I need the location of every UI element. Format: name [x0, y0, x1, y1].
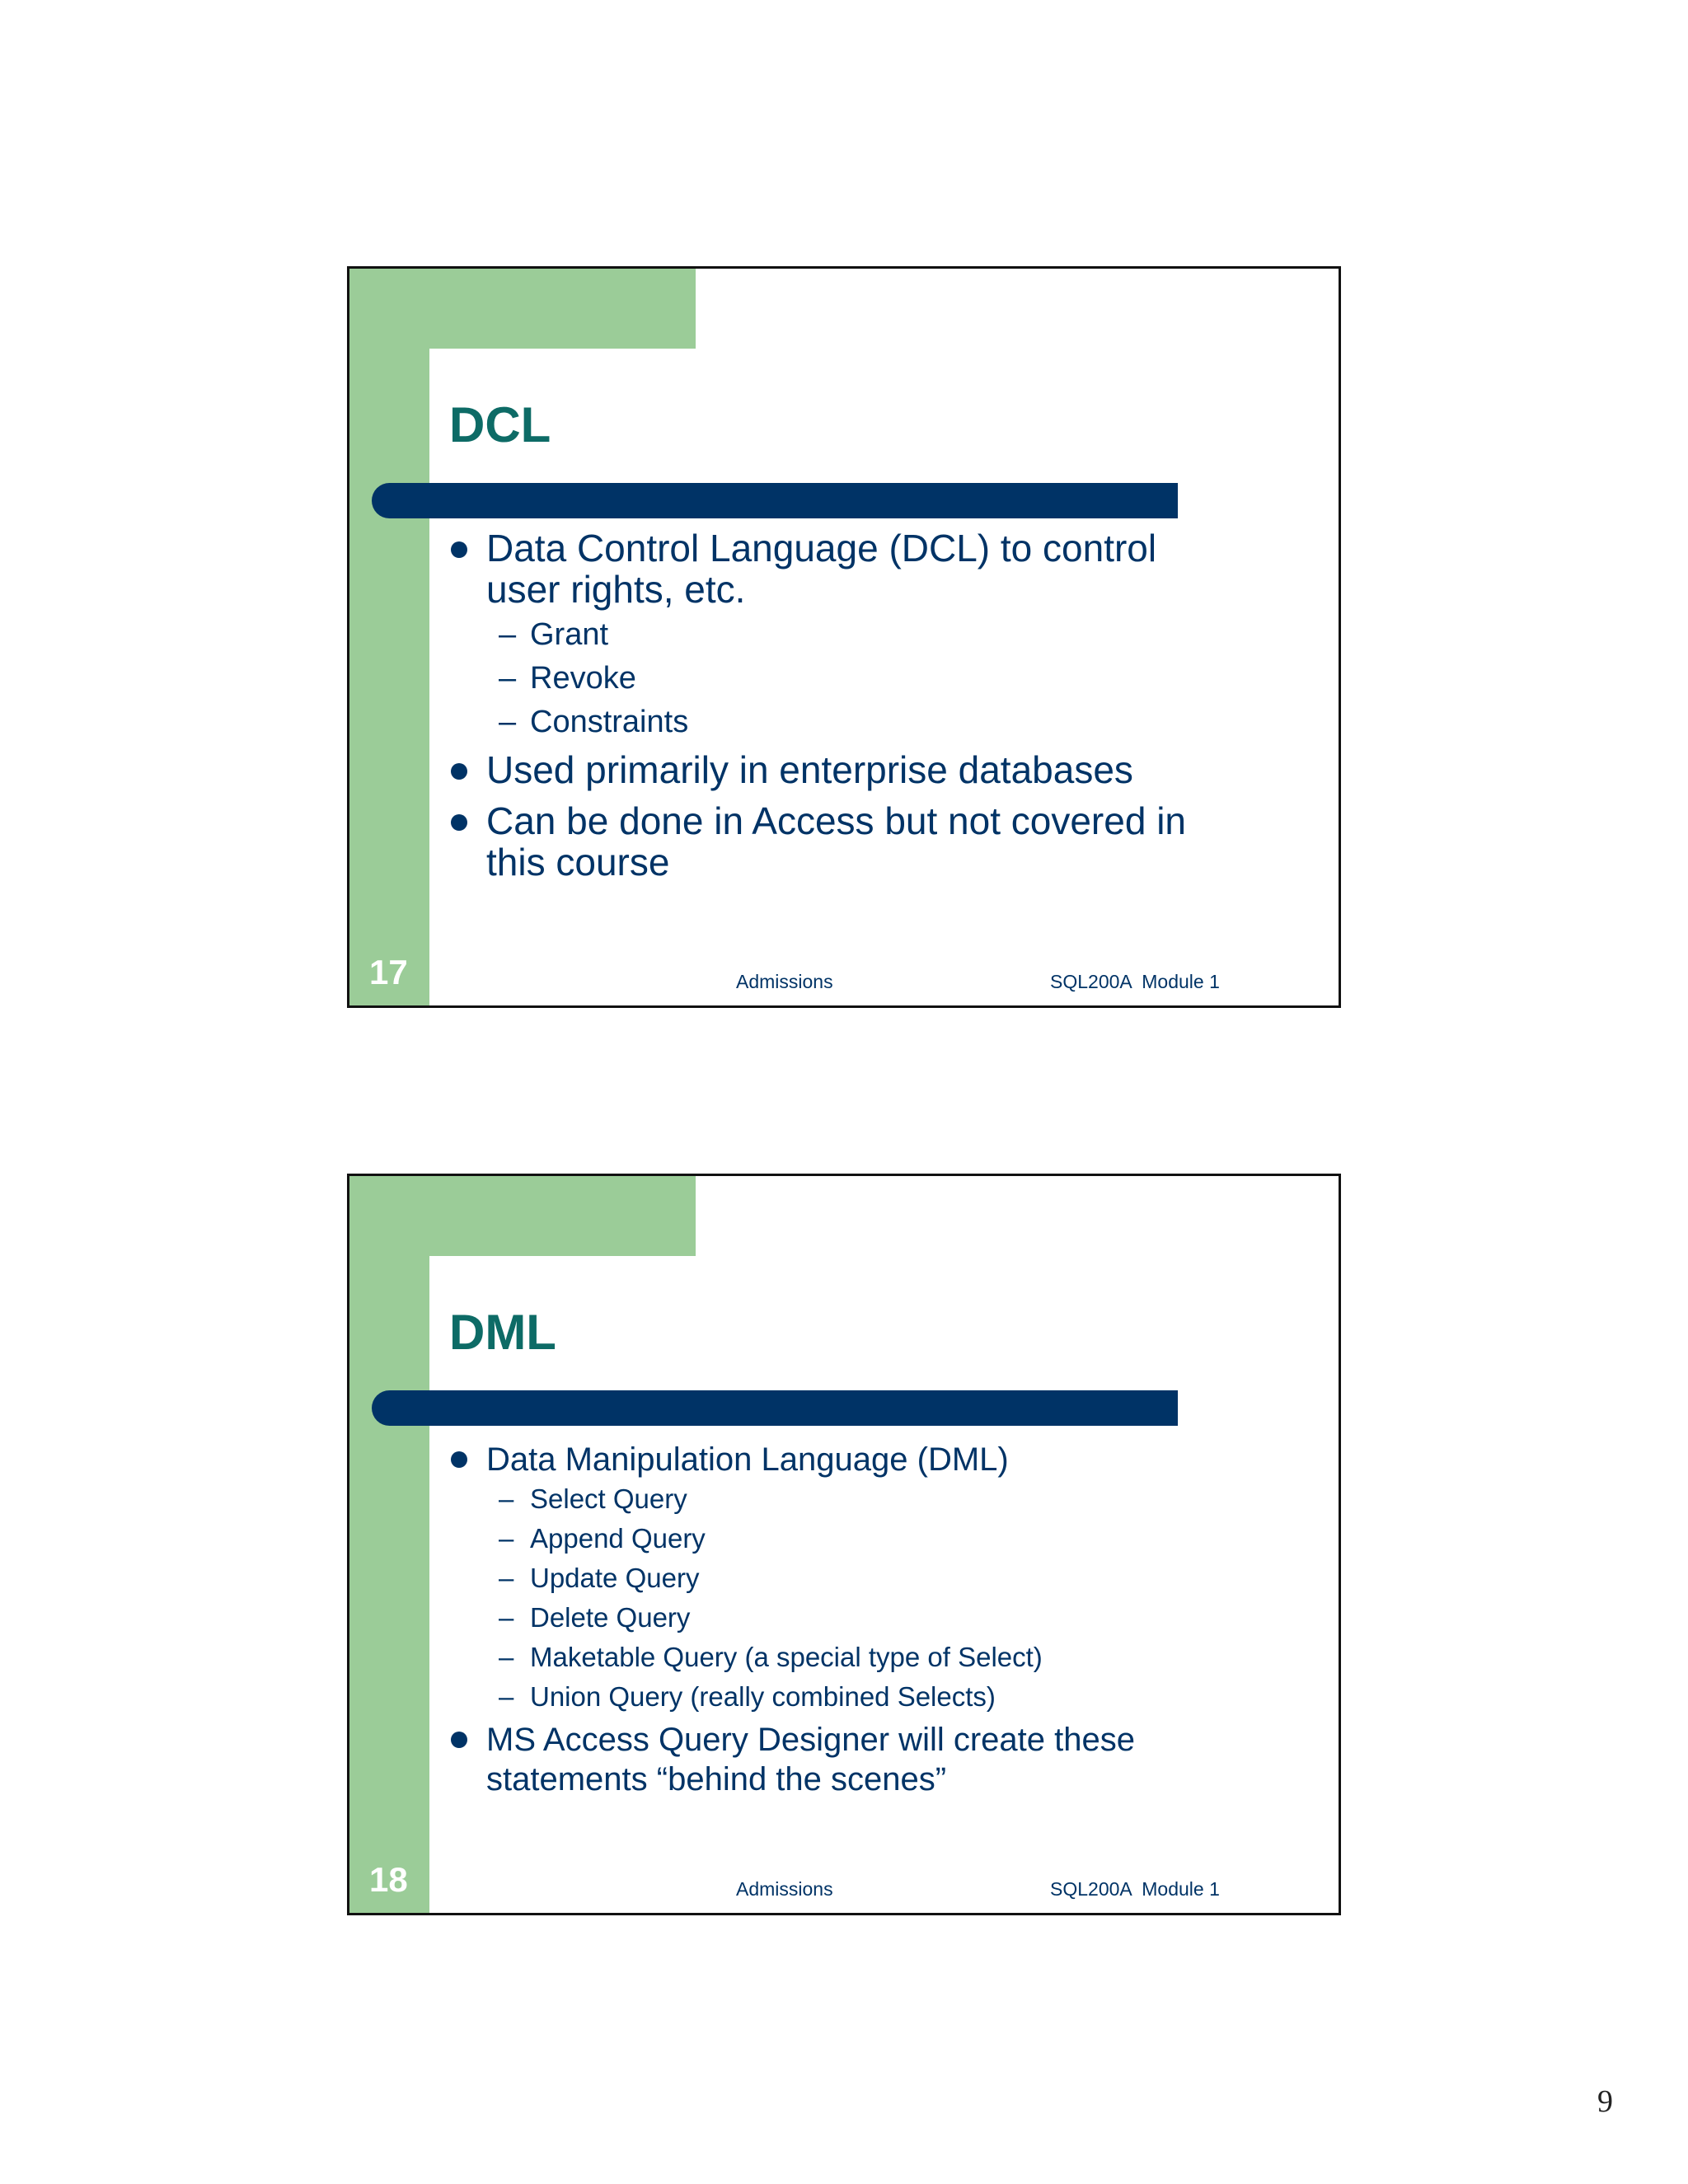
sub-bullet-item [449, 1598, 1273, 1638]
slide-content [449, 1433, 1273, 1799]
footer-right-text: SQL200A Module 1 [1050, 1878, 1220, 1900]
bullet-item: Data Control Language (DCL) to control user rights, etc. [449, 527, 1228, 610]
title-underline-bar [372, 483, 1178, 518]
slide-content [449, 526, 1273, 883]
footer-center-text: Admissions [736, 1878, 833, 1900]
sub-bullet-text: Select Query [530, 1483, 687, 1514]
dash-marker: – [499, 1642, 514, 1672]
sub-bullet-text: Union Query (really combined Selects) [530, 1681, 996, 1712]
sub-bullet-item [449, 1677, 1273, 1717]
slide-accent-top [349, 269, 696, 349]
slide-17 [347, 266, 1341, 1008]
dash-marker: – [499, 1681, 514, 1712]
slide-accent-sidebar [349, 1176, 429, 1913]
bullet-item: Data Manipulation Language (DML) [449, 1440, 1273, 1479]
sub-bullet-text: Delete Query [530, 1602, 691, 1633]
dash-marker: – [499, 1602, 514, 1633]
sub-bullet-item [449, 1519, 1273, 1558]
slide-title: DML [449, 1305, 556, 1360]
sub-bullet-text: Revoke [530, 661, 636, 696]
dash-marker: – [499, 617, 517, 652]
slide-accent-top [349, 1176, 696, 1256]
sub-bullet-text: Append Query [530, 1523, 706, 1554]
sub-bullet-item [449, 701, 1273, 744]
footer-center-text: Admissions [736, 971, 833, 992]
bullet-item: MS Access Query Designer will create these statements “behind the scenes” [449, 1720, 1195, 1799]
dash-marker: – [499, 1483, 514, 1514]
sub-bullet-text: Constraints [530, 705, 689, 739]
sub-bullet-item [449, 1558, 1273, 1598]
dash-marker: – [499, 1523, 514, 1554]
sub-bullet-item [449, 1638, 1273, 1677]
slide-number: 18 [369, 1860, 408, 1899]
bullet-item: Can be done in Access but not covered in this course [449, 800, 1228, 883]
slide-number: 17 [369, 953, 408, 991]
sub-bullet-text: Update Query [530, 1563, 700, 1593]
slide-18 [347, 1174, 1341, 1915]
footer-right-text: SQL200A Module 1 [1050, 971, 1220, 992]
sub-bullet-item [449, 613, 1273, 657]
title-underline-bar [372, 1390, 1178, 1426]
sub-bullet-text: Grant [530, 617, 609, 652]
slide-accent-sidebar [349, 269, 429, 1005]
dash-marker: – [499, 1563, 514, 1593]
bullet-item: Used primarily in enterprise databases [449, 749, 1273, 790]
sub-bullet-item [449, 1479, 1273, 1519]
sub-bullet-text: Maketable Query (a special type of Select) [530, 1642, 1043, 1672]
slide-title: DCL [449, 397, 551, 452]
page-number: 9 [1597, 2084, 1613, 2119]
sub-bullet-item [449, 657, 1273, 701]
dash-marker: – [499, 661, 517, 696]
dash-marker: – [499, 705, 517, 739]
